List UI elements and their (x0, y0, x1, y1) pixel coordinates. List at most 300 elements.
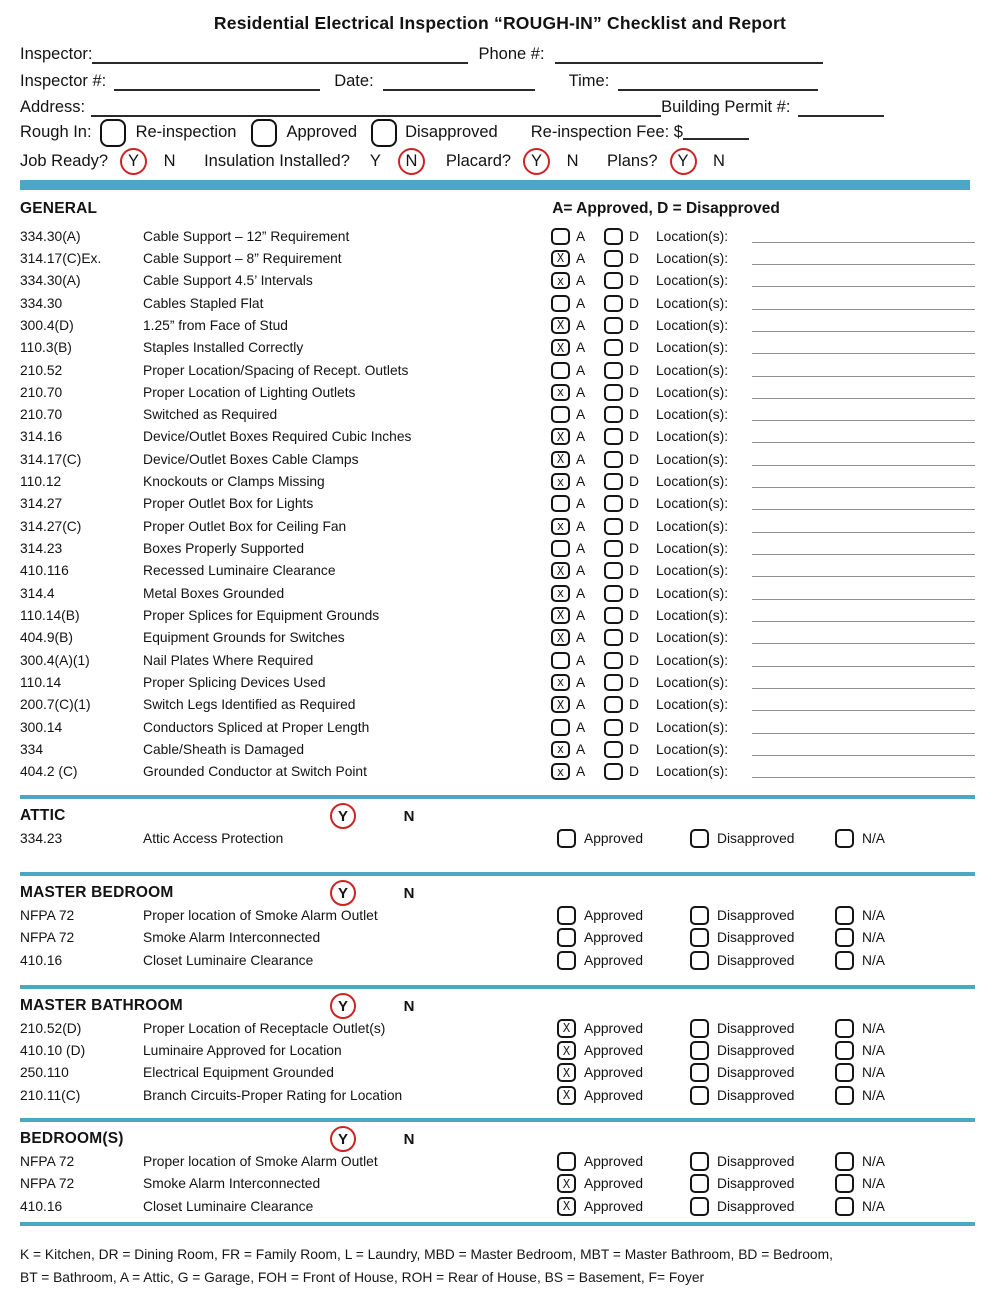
disapproved-checkbox[interactable] (690, 1019, 709, 1038)
disapproved-checkbox[interactable] (604, 763, 623, 780)
disapproved-checkbox[interactable] (690, 951, 709, 970)
na-label: N/A (862, 830, 885, 846)
na-label: N/A (862, 907, 885, 923)
checklist-row (20, 1017, 975, 1039)
item-description: Cable Support – 12” Requirement (143, 228, 350, 244)
approved-checkbox[interactable] (557, 1041, 576, 1060)
approved-label: Approved (584, 1198, 644, 1214)
approved-label: Approved (584, 1043, 644, 1059)
inspector-input-line[interactable] (92, 49, 468, 64)
code-ref: 250.110 (20, 1065, 69, 1081)
insulation-installed-no-option[interactable]: N (398, 148, 425, 175)
disapproved-letter: D (629, 451, 639, 467)
location-input-line[interactable] (752, 497, 975, 510)
legend-line-1: K = Kitchen, DR = Dining Room, FR = Family Room, L = Laundry, MBD = Master Bedroom, MBT = Master Bathroom, BD = Bedroom, (20, 1247, 833, 1262)
disapproved-checkbox[interactable] (604, 362, 623, 379)
item-description: Switched as Required (143, 407, 278, 423)
checkbox-mark: x (556, 675, 565, 690)
bedroom-s-section-header (20, 1128, 975, 1150)
location-label: Location(s): (656, 607, 729, 623)
disapproved-checkbox[interactable] (604, 339, 623, 356)
approved-checkbox[interactable] (557, 1019, 576, 1038)
location-input-line[interactable] (752, 743, 975, 756)
code-ref: 210.70 (20, 384, 63, 400)
checkbox-mark: x (556, 764, 565, 779)
checklist-row (20, 761, 975, 783)
disapproved-letter: D (629, 317, 639, 333)
na-checkbox[interactable] (835, 951, 854, 970)
disapproved-letter: D (629, 228, 639, 244)
approved-checkbox[interactable] (551, 339, 570, 356)
item-description: Nail Plates Where Required (143, 652, 314, 668)
location-input-line[interactable] (752, 386, 975, 399)
location-label: Location(s): (656, 340, 729, 356)
location-input-line[interactable] (752, 609, 975, 622)
attic-yes-option[interactable]: Y (330, 803, 356, 829)
code-ref: NFPA 72 (20, 930, 75, 946)
reinspection-label: Re-inspection (135, 123, 237, 141)
approved-label: Approved (584, 952, 644, 968)
disapproved-checkbox[interactable] (604, 540, 623, 557)
disapproved-letter: D (629, 273, 639, 289)
checklist-row (20, 515, 975, 537)
disapproved-checkbox[interactable] (690, 1174, 709, 1193)
disapproved-checkbox[interactable] (604, 228, 623, 245)
approved-checkbox[interactable] (551, 696, 570, 713)
location-input-line[interactable] (752, 542, 975, 555)
approved-checkbox[interactable] (371, 119, 397, 147)
approved-checkbox[interactable] (551, 562, 570, 579)
disapproved-checkbox[interactable] (690, 1086, 709, 1105)
disapproved-checkbox[interactable] (690, 906, 709, 925)
master-bathroom-section-header (20, 995, 975, 1017)
approved-label: Approved (584, 1020, 644, 1036)
item-description: Attic Access Protection (143, 830, 284, 846)
approved-checkbox[interactable] (551, 317, 570, 334)
disapproved-checkbox[interactable] (690, 1152, 709, 1171)
checklist-row (20, 247, 975, 269)
disapproved-checkbox[interactable] (604, 607, 623, 624)
approved-checkbox[interactable] (557, 906, 576, 925)
checkbox-mark: X (562, 1065, 571, 1080)
plans-no-option[interactable]: N (713, 151, 725, 170)
location-input-line[interactable] (752, 297, 975, 310)
inspector-number-label: Inspector #: (20, 72, 107, 90)
code-ref: 314.23 (20, 541, 63, 557)
checklist-row (20, 270, 975, 292)
disapproved-letter: D (629, 607, 639, 623)
checkbox-mark: X (562, 1176, 571, 1191)
checklist-row (20, 314, 975, 336)
attic-section-header (20, 805, 975, 827)
disapproved-checkbox[interactable] (604, 585, 623, 602)
reinspection-fee-input-line[interactable] (683, 125, 749, 140)
location-input-line[interactable] (752, 408, 975, 421)
code-ref: 334.23 (20, 830, 63, 846)
job-ready-yes-option[interactable]: Y (120, 148, 147, 175)
placard-yes-option[interactable]: Y (523, 148, 550, 175)
disapproved-letter: D (629, 652, 639, 668)
na-label: N/A (862, 1087, 885, 1103)
disapproved-checkbox[interactable] (604, 518, 623, 535)
checkbox-mark: X (556, 251, 565, 266)
approved-checkbox[interactable] (551, 495, 570, 512)
code-ref: NFPA 72 (20, 1154, 75, 1170)
location-input-line[interactable] (752, 274, 975, 287)
insulation-installed-yes-option[interactable]: Y (369, 151, 381, 170)
approved-letter: A (576, 496, 586, 512)
checkbox-mark: X (562, 1043, 571, 1058)
approved-checkbox[interactable] (557, 1063, 576, 1082)
building-permit-input-line[interactable] (798, 102, 884, 117)
disapproved-checkbox[interactable] (690, 1063, 709, 1082)
approved-label: Approved (584, 830, 644, 846)
location-label: Location(s): (656, 630, 729, 646)
code-ref: 314.4 (20, 585, 55, 601)
item-description: Proper Splicing Devices Used (143, 674, 326, 690)
approved-letter: A (576, 429, 586, 445)
attic-no-option[interactable]: N (403, 807, 415, 825)
checkbox-mark: x (556, 586, 565, 601)
job-ready-questions-row (20, 147, 962, 175)
code-ref: NFPA 72 (20, 1176, 75, 1192)
code-ref: 410.116 (20, 563, 69, 579)
item-description: Proper Splices for Equipment Grounds (143, 607, 380, 623)
approved-checkbox[interactable] (557, 829, 576, 848)
plans-label: Plans? (607, 151, 658, 170)
code-ref: 200.7(C)(1) (20, 697, 91, 713)
disapproved-label: Disapproved (717, 830, 795, 846)
disapproved-label: Disapproved (717, 930, 795, 946)
legend-line-2: BT = Bathroom, A = Attic, G = Garage, FOH = Front of House, ROH = Rear of House, BS = Basement, F= Foyer (20, 1269, 705, 1285)
location-input-line[interactable] (752, 319, 975, 332)
approved-checkbox[interactable] (557, 1174, 576, 1193)
disapproved-checkbox[interactable] (604, 473, 623, 490)
na-checkbox[interactable] (835, 1086, 854, 1105)
approved-letter: A (576, 697, 586, 713)
na-checkbox[interactable] (835, 906, 854, 925)
location-label: Location(s): (656, 429, 729, 445)
location-input-line[interactable] (752, 698, 975, 711)
location-input-line[interactable] (752, 430, 975, 443)
checklist-row (20, 404, 975, 426)
disapproved-checkbox[interactable] (604, 272, 623, 289)
approved-checkbox[interactable] (557, 951, 576, 970)
location-input-line[interactable] (752, 564, 975, 577)
location-label: Location(s): (656, 273, 729, 289)
phone-input-line[interactable] (555, 49, 823, 64)
item-description: Staples Installed Correctly (143, 340, 304, 356)
checklist-row (20, 827, 975, 849)
approved-checkbox[interactable] (551, 272, 570, 289)
disapproved-checkbox[interactable] (604, 451, 623, 468)
disapproved-label: Disapproved (717, 1043, 795, 1059)
approved-checkbox[interactable] (551, 741, 570, 758)
approved-checkbox[interactable] (551, 674, 570, 691)
approved-checkbox[interactable] (557, 1197, 576, 1216)
master-bedroom-no-option[interactable]: N (403, 884, 415, 902)
location-label: Location(s): (656, 228, 729, 244)
item-description: Knockouts or Clamps Missing (143, 474, 325, 490)
approved-checkbox[interactable] (551, 607, 570, 624)
checklist-row (20, 560, 975, 582)
checklist-row (20, 470, 975, 492)
disapproved-checkbox[interactable] (690, 1197, 709, 1216)
approved-checkbox[interactable] (551, 719, 570, 736)
header-divider-bar (20, 180, 970, 190)
bedroom-s-no-option[interactable]: N (403, 1130, 415, 1148)
disapproved-checkbox[interactable] (604, 317, 623, 334)
approved-letter: A (576, 652, 586, 668)
location-label: Location(s): (656, 764, 729, 780)
disapproved-checkbox[interactable] (604, 562, 623, 579)
approved-label: Approved (584, 930, 644, 946)
approved-checkbox[interactable] (557, 1152, 576, 1171)
location-label: Location(s): (656, 451, 729, 467)
disapproved-checkbox[interactable] (604, 295, 623, 312)
master-bathroom-no-option[interactable]: N (403, 997, 415, 1015)
approved-checkbox[interactable] (557, 928, 576, 947)
approved-checkbox[interactable] (551, 473, 570, 490)
section-divider (20, 1118, 975, 1122)
approved-letter: A (576, 518, 586, 534)
approved-letter: A (576, 407, 586, 423)
plans-yes-option[interactable]: Y (670, 148, 697, 175)
disapproved-checkbox[interactable] (604, 674, 623, 691)
location-input-line[interactable] (752, 654, 975, 667)
approved-checkbox[interactable] (557, 1086, 576, 1105)
date-label: Date: (334, 72, 374, 90)
item-description: Device/Outlet Boxes Cable Clamps (143, 451, 359, 467)
location-input-line[interactable] (752, 520, 975, 533)
approved-letter: A (576, 384, 586, 400)
checkbox-mark: X (556, 429, 565, 444)
disapproved-checkbox[interactable] (604, 406, 623, 423)
master-bathroom-section (20, 985, 975, 1118)
item-description: Recessed Luminaire Clearance (143, 563, 336, 579)
end-divider (20, 1222, 975, 1226)
approved-checkbox[interactable] (551, 362, 570, 379)
approved-letter: A (576, 317, 586, 333)
time-label: Time: (568, 72, 610, 90)
code-ref: 334.30(A) (20, 273, 81, 289)
disapproved-checkbox[interactable] (604, 652, 623, 669)
na-label: N/A (862, 1065, 885, 1081)
location-input-line[interactable] (752, 721, 975, 734)
approved-letter: A (576, 474, 586, 490)
na-checkbox[interactable] (835, 1174, 854, 1193)
disapproved-label: Disapproved (717, 1198, 795, 1214)
checkbox-mark: X (562, 1088, 571, 1103)
disapproved-checkbox[interactable] (604, 428, 623, 445)
item-description: Luminaire Approved for Location (143, 1043, 342, 1059)
location-input-line[interactable] (752, 587, 975, 600)
section-heading: BEDROOM(S) (20, 1130, 124, 1148)
code-ref: 314.17(C) (20, 451, 82, 467)
approved-label: Approved (584, 1065, 644, 1081)
item-description: Metal Boxes Grounded (143, 585, 285, 601)
item-description: Proper Location of Lighting Outlets (143, 384, 356, 400)
location-input-line[interactable] (752, 230, 975, 243)
inspector-number-date-time-row (20, 67, 962, 91)
approved-checkbox[interactable] (551, 518, 570, 535)
section-divider (20, 872, 975, 876)
section-heading: MASTER BATHROOM (20, 997, 183, 1015)
item-description: Proper Location/Spacing of Recept. Outlets (143, 362, 409, 378)
approved-label: Approved (584, 1154, 644, 1170)
disapproved-letter: D (629, 674, 639, 690)
checklist-row (20, 1150, 975, 1172)
disapproved-label: Disapproved (717, 907, 795, 923)
approved-letter: A (576, 719, 586, 735)
location-input-line[interactable] (752, 631, 975, 644)
section-heading: ATTIC (20, 807, 66, 824)
disapproved-checkbox[interactable] (690, 928, 709, 947)
location-label: Location(s): (656, 384, 729, 400)
approved-checkbox[interactable] (551, 250, 570, 267)
code-ref: 404.9(B) (20, 630, 73, 646)
address-input-line[interactable] (91, 102, 661, 117)
item-description: Electrical Equipment Grounded (143, 1065, 334, 1081)
disapproved-letter: D (629, 563, 639, 579)
master-bedroom-yes-option[interactable]: Y (330, 880, 356, 906)
disapproved-checkbox[interactable] (604, 250, 623, 267)
disapproved-letter: D (629, 407, 639, 423)
na-checkbox[interactable] (835, 1063, 854, 1082)
code-ref: 314.16 (20, 429, 63, 445)
disapproved-label: Disapproved (405, 123, 498, 141)
approved-checkbox[interactable] (551, 406, 570, 423)
disapproved-checkbox[interactable] (604, 495, 623, 512)
location-label: Location(s): (656, 563, 729, 579)
location-input-line[interactable] (752, 453, 975, 466)
approved-letter: A (576, 630, 586, 646)
approved-checkbox[interactable] (551, 540, 570, 557)
code-ref: 300.14 (20, 719, 63, 735)
disapproved-letter: D (629, 384, 639, 400)
disapproved-letter: D (629, 474, 639, 490)
checklist-row (20, 1084, 975, 1106)
approved-checkbox[interactable] (551, 295, 570, 312)
approved-checkbox[interactable] (551, 451, 570, 468)
location-input-line[interactable] (752, 341, 975, 354)
checkbox-mark: x (556, 474, 565, 489)
na-checkbox[interactable] (835, 1041, 854, 1060)
checklist-row (20, 537, 975, 559)
checkbox-mark: X (562, 1199, 571, 1214)
item-description: Closet Luminaire Clearance (143, 952, 314, 968)
master-bedroom-section (20, 872, 975, 985)
approved-checkbox[interactable] (551, 384, 570, 401)
item-description: Smoke Alarm Interconnected (143, 1176, 321, 1192)
job-ready-label: Job Ready? (20, 151, 109, 170)
approved-label: Approved (584, 1087, 644, 1103)
item-description: Closet Luminaire Clearance (143, 1198, 314, 1214)
code-ref: 110.3(B) (20, 340, 72, 356)
disapproved-letter: D (629, 764, 639, 780)
code-ref: 300.4(A)(1) (20, 652, 90, 668)
checklist-row (20, 949, 975, 971)
master-bedroom-section-header (20, 882, 975, 904)
approved-letter: A (576, 607, 586, 623)
placard-no-option[interactable]: N (566, 151, 579, 170)
disapproved-checkbox[interactable] (690, 1041, 709, 1060)
disapproved-label: Disapproved (717, 1087, 795, 1103)
na-checkbox[interactable] (835, 1197, 854, 1216)
approved-checkbox[interactable] (551, 585, 570, 602)
checklist-row (20, 904, 975, 926)
location-input-line[interactable] (752, 765, 975, 778)
address-label: Address: (20, 98, 86, 116)
approved-label: Approved (584, 1176, 644, 1192)
checkbox-mark: X (556, 697, 565, 712)
reinspection-checkbox[interactable] (251, 119, 277, 147)
checklist-row (20, 738, 975, 760)
disapproved-checkbox[interactable] (604, 696, 623, 713)
disapproved-checkbox[interactable] (604, 629, 623, 646)
location-input-line[interactable] (752, 475, 975, 488)
location-label: Location(s): (656, 474, 729, 490)
disapproved-checkbox[interactable] (604, 741, 623, 758)
job-ready-no-option[interactable]: N (163, 151, 176, 170)
location-label: Location(s): (656, 407, 729, 423)
approved-checkbox[interactable] (551, 763, 570, 780)
rough-in-checkbox[interactable] (100, 119, 126, 147)
inspector-number-input-line[interactable] (114, 76, 320, 91)
approved-checkbox[interactable] (551, 629, 570, 646)
location-label: Location(s): (656, 250, 729, 266)
location-label: Location(s): (656, 518, 729, 534)
location-input-line[interactable] (752, 676, 975, 689)
disapproved-letter: D (629, 429, 639, 445)
disapproved-checkbox[interactable] (690, 829, 709, 848)
na-checkbox[interactable] (835, 928, 854, 947)
checklist-row (20, 337, 975, 359)
code-ref: 410.16 (20, 1198, 63, 1214)
disapproved-letter: D (629, 362, 639, 378)
code-ref: 110.14(B) (20, 607, 80, 623)
na-checkbox[interactable] (835, 829, 854, 848)
disapproved-letter: D (629, 741, 639, 757)
approved-checkbox[interactable] (551, 428, 570, 445)
master-bathroom-yes-option[interactable]: Y (330, 993, 356, 1019)
approved-letter: A (576, 228, 586, 244)
disapproved-checkbox[interactable] (604, 384, 623, 401)
location-label: Location(s): (656, 362, 729, 378)
na-label: N/A (862, 952, 885, 968)
approved-checkbox[interactable] (551, 652, 570, 669)
location-input-line[interactable] (752, 364, 975, 377)
item-description: Equipment Grounds for Switches (143, 630, 345, 646)
date-input-line[interactable] (383, 76, 535, 91)
rough-in-status-row (20, 117, 962, 148)
item-description: Cable Support 4.5’ Intervals (143, 273, 313, 289)
location-input-line[interactable] (752, 252, 975, 265)
na-checkbox[interactable] (835, 1152, 854, 1171)
code-ref: 300.4(D) (20, 317, 74, 333)
disapproved-letter: D (629, 295, 639, 311)
na-checkbox[interactable] (835, 1019, 854, 1038)
bedroom-s-yes-option[interactable]: Y (330, 1126, 356, 1152)
item-description: 1.25” from Face of Stud (143, 317, 288, 333)
time-input-line[interactable] (618, 76, 818, 91)
inspector-phone-row (20, 40, 962, 64)
approved-letter: A (576, 764, 586, 780)
approved-checkbox[interactable] (551, 228, 570, 245)
approved-letter: A (576, 585, 586, 601)
checklist-row (20, 649, 975, 671)
disapproved-checkbox[interactable] (604, 719, 623, 736)
